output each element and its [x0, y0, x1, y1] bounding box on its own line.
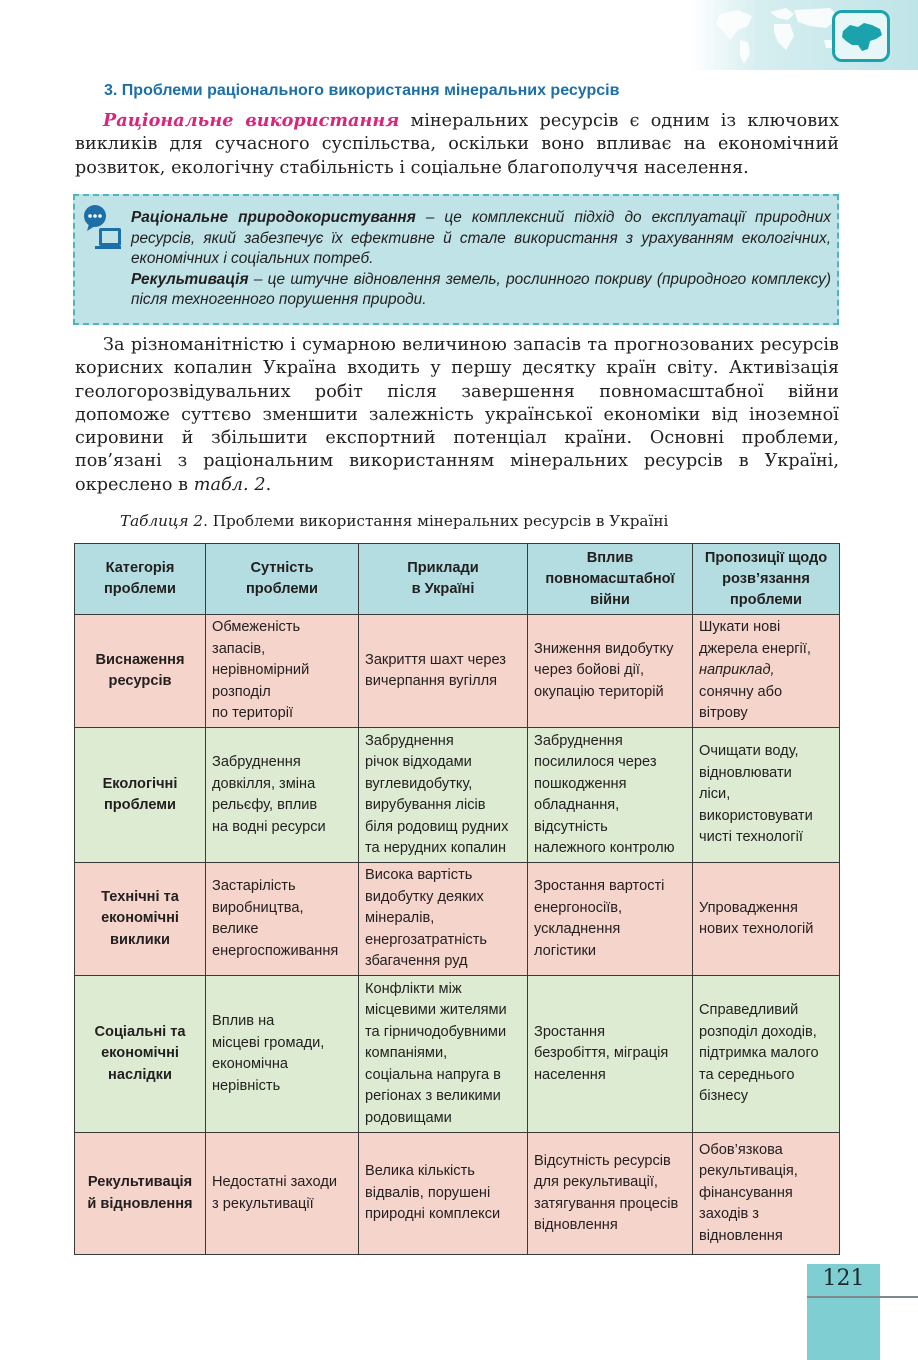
row-examples: Велика кількість відвалів, порушені природні комплекси: [359, 1133, 528, 1255]
row-war-impact: Відсутність ресурсів для рекультивації, затягування процесів відновлення: [528, 1133, 693, 1255]
definition-text-1: – це комплексний підхід до експлуатації природних ресурсів, який забезпечує їх ефективне й стале використання з урахуванням екологічних, економічних і соціальних потреб.: [131, 209, 831, 268]
definition-box: [73, 194, 839, 325]
row-proposal: Упровадження нових технологій: [693, 863, 840, 976]
table-caption-label: Таблиця 2: [120, 512, 204, 530]
row-proposal-emphasis: наприклад,: [699, 662, 775, 679]
definition-term-1: Раціональне природокористування: [131, 209, 416, 226]
definition-text-2: – це штучне відновлення земель, рослинного покриву (природного комплексу) після техногенного порушення природи.: [131, 270, 831, 309]
intro-paragraph: [75, 109, 839, 180]
page-divider: [807, 1296, 918, 1298]
table-row: [75, 1133, 840, 1255]
row-examples: Висока вартість видобутку деяких мінералів, енергозатратність збагачення руд: [359, 863, 528, 976]
intro-term: Раціональне використання: [103, 110, 400, 131]
problems-table: [74, 543, 840, 1255]
row-proposal: Справедливий розподіл доходів, підтримка малого та середнього бізнесу: [693, 976, 840, 1133]
table-caption: [120, 512, 668, 530]
row-war-impact: Зростання вартості енергоносіїв, ускладнення логістики: [528, 863, 693, 976]
row-examples: Конфлікти між місцевими жителями та гірничодобувними компаніями, соціальна напруга в регіонах з великими родовищами: [359, 976, 528, 1133]
row-examples: Забруднення річок відходами вуглевидобутку, вирубування лісів біля родовищ рудних та нерудних копалин: [359, 728, 528, 863]
row-proposal: Очищати воду, відновлювати ліси, використовувати чисті технології: [693, 728, 840, 863]
row-proposal: [693, 615, 840, 728]
row-war-impact: Зростання безробіття, міграція населення: [528, 976, 693, 1133]
row-war-impact: Забруднення посилилося через пошкодження обладнання, відсутність належного контролю: [528, 728, 693, 863]
table-row: [75, 863, 840, 976]
row-essence: Забруднення довкілля, зміна рельєфу, вплив на водні ресурси: [206, 728, 359, 863]
row-essence: Недостатні заходи з рекультивації: [206, 1133, 359, 1255]
intro-text: мінеральних ресурсів є одним із ключових викликів для сучасного суспільства, оскільки воно впливає на економічний розвиток, екологічну стабільність і соціальне благополуччя населення.: [75, 111, 839, 178]
header-examples: Приклади в Україні: [359, 544, 528, 615]
row-proposal: Обов’язкова рекультивація, фінансування заходів з відновлення: [693, 1133, 840, 1255]
table-header-row: [75, 544, 840, 615]
section-title: 3. Проблеми раціонального використання мінеральних ресурсів: [104, 82, 620, 99]
table-caption-text: . Проблеми використання мінеральних ресурсів в Україні: [203, 512, 669, 530]
ukraine-map-icon: [840, 19, 884, 55]
row-essence: Застарілість виробництва, велике енергоспоживання: [206, 863, 359, 976]
row-proposal-text: Шукати нові джерела енергії,: [699, 619, 811, 657]
body-text: За різноманітністю і сумарною величиною запасів та прогнозованих ресурсів корисних копалин Україна входить у першу десятку країн світу. Активізація геологорозвідувальних робіт після завершення повномасштабної війни допоможе суттєво зменшити залежність української економіки від іноземної сировини й збільшити експортний потенціал країни. Основні проблеми, пов’язані з раціональним використанням мінеральних ресурсів в Україні, окреслено в: [75, 335, 839, 495]
row-category: Екологічні проблеми: [75, 728, 206, 863]
page-number: 121: [822, 1266, 865, 1291]
row-proposal-text-end: сонячну або вітрову: [699, 683, 783, 722]
definition-term-2: Рекультивація: [131, 270, 249, 288]
row-essence: Обмеженість запасів, нерівномірний розподіл по території: [206, 615, 359, 728]
row-category: Соціальні та економічні наслідки: [75, 976, 206, 1133]
row-category: Технічні та економічні виклики: [75, 863, 206, 976]
table-row: [75, 976, 840, 1133]
table-reference: табл. 2: [193, 474, 266, 495]
body-end: .: [265, 474, 272, 495]
header-category: Категорія проблеми: [75, 544, 206, 615]
header-war-impact: Вплив повномасштабної війни: [528, 544, 693, 615]
definition-text: [131, 208, 831, 311]
body-paragraph: [75, 334, 839, 497]
table-row: [75, 615, 840, 728]
row-war-impact: Зниження видобутку через бойові дії, окупацію територій: [528, 615, 693, 728]
row-essence: Вплив на місцеві громади, економічна нерівність: [206, 976, 359, 1133]
header-proposals: Пропозиції щодо розв’язання проблеми: [693, 544, 840, 615]
header-essence: Сутність проблеми: [206, 544, 359, 615]
row-category: Рекультивація й відновлення: [75, 1133, 206, 1255]
speech-book-icon: [83, 204, 125, 256]
row-examples: Закриття шахт через вичерпання вугілля: [359, 615, 528, 728]
ukraine-badge: [832, 10, 890, 62]
row-category: Виснаження ресурсів: [75, 615, 206, 728]
table-row: [75, 728, 840, 863]
